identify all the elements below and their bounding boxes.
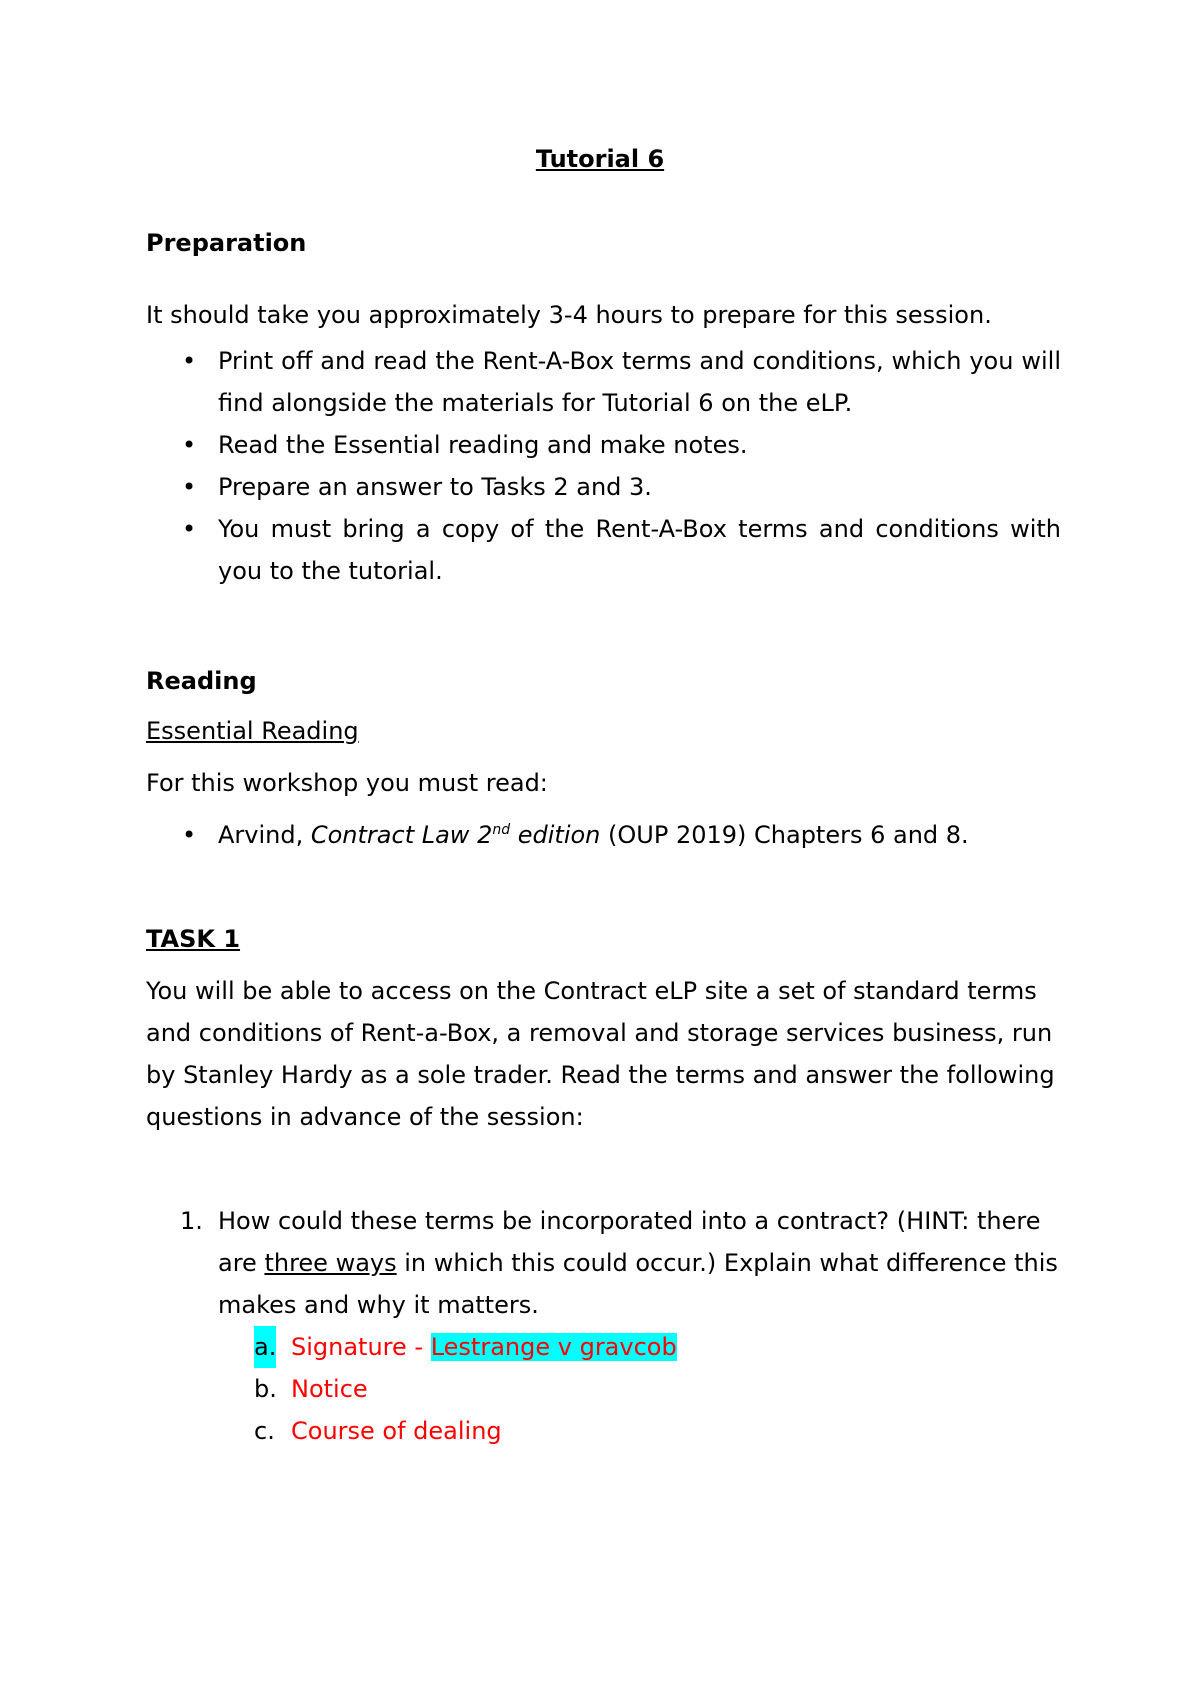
answer-item bbox=[146, 1410, 1076, 1452]
highlighted-case: Lestrange v gravcob bbox=[430, 1333, 677, 1361]
list-item: • Print off and read the Rent-A-Box terms and conditions, which you will find alongside the materials for Tutorial 6 on the eLP. bbox=[146, 340, 1061, 424]
list-item: • Read the Essential reading and make notes. bbox=[146, 424, 1061, 466]
preparation-heading: Preparation bbox=[146, 229, 307, 257]
list-item: • You must bring a copy of the Rent-A-Box terms and conditions with you to the tutorial. bbox=[146, 508, 1061, 592]
task1-paragraph: You will be able to access on the Contract eLP site a set of standard terms and conditions of Rent-a-Box, a removal and storage services business, run by Stanley Hardy as a sole trader. Read the terms and answer the following questions in advance of the session: bbox=[146, 977, 1055, 1131]
answer-label: a. bbox=[254, 1326, 276, 1368]
reading-item bbox=[146, 814, 1061, 856]
underlined-phrase: three ways bbox=[264, 1249, 397, 1277]
page-title: Tutorial 6 bbox=[535, 145, 665, 173]
answer-text: Course of dealing bbox=[291, 1417, 502, 1445]
answer-text: Signature - bbox=[291, 1333, 431, 1361]
answer-list bbox=[146, 1326, 1076, 1452]
preparation-list bbox=[146, 340, 1061, 592]
essential-reading-subheading: Essential Reading bbox=[146, 717, 359, 745]
reading-list bbox=[146, 814, 1061, 856]
preparation-intro: It should take you approximately 3-4 hours to prepare for this session. bbox=[146, 301, 992, 329]
book-title: Contract Law 2nd edition bbox=[310, 821, 601, 849]
reading-heading: Reading bbox=[146, 667, 257, 695]
answer-item bbox=[146, 1326, 1076, 1368]
reading-author: Arvind, bbox=[218, 821, 311, 849]
answer-label: b. bbox=[254, 1375, 277, 1403]
reading-details: (OUP 2019) Chapters 6 and 8. bbox=[600, 821, 969, 849]
task1-questions bbox=[146, 1200, 1076, 1452]
answer-label: c. bbox=[254, 1417, 275, 1445]
answer-item bbox=[146, 1368, 1076, 1410]
question-number: 1. bbox=[180, 1207, 203, 1235]
reading-intro: For this workshop you must read: bbox=[146, 769, 548, 797]
question-item: 1. How could these terms be incorporated into a contract? (HINT: there are three ways in which this could occur.) Explain what difference this makes and why it matters. a. Signature - Lestrange v gravcob b. Notice c. Course of dealing bbox=[146, 1200, 1076, 1452]
list-item: • Prepare an answer to Tasks 2 and 3. bbox=[146, 466, 1061, 508]
task1-heading: TASK 1 bbox=[146, 925, 241, 953]
answer-text: Notice bbox=[291, 1375, 368, 1403]
